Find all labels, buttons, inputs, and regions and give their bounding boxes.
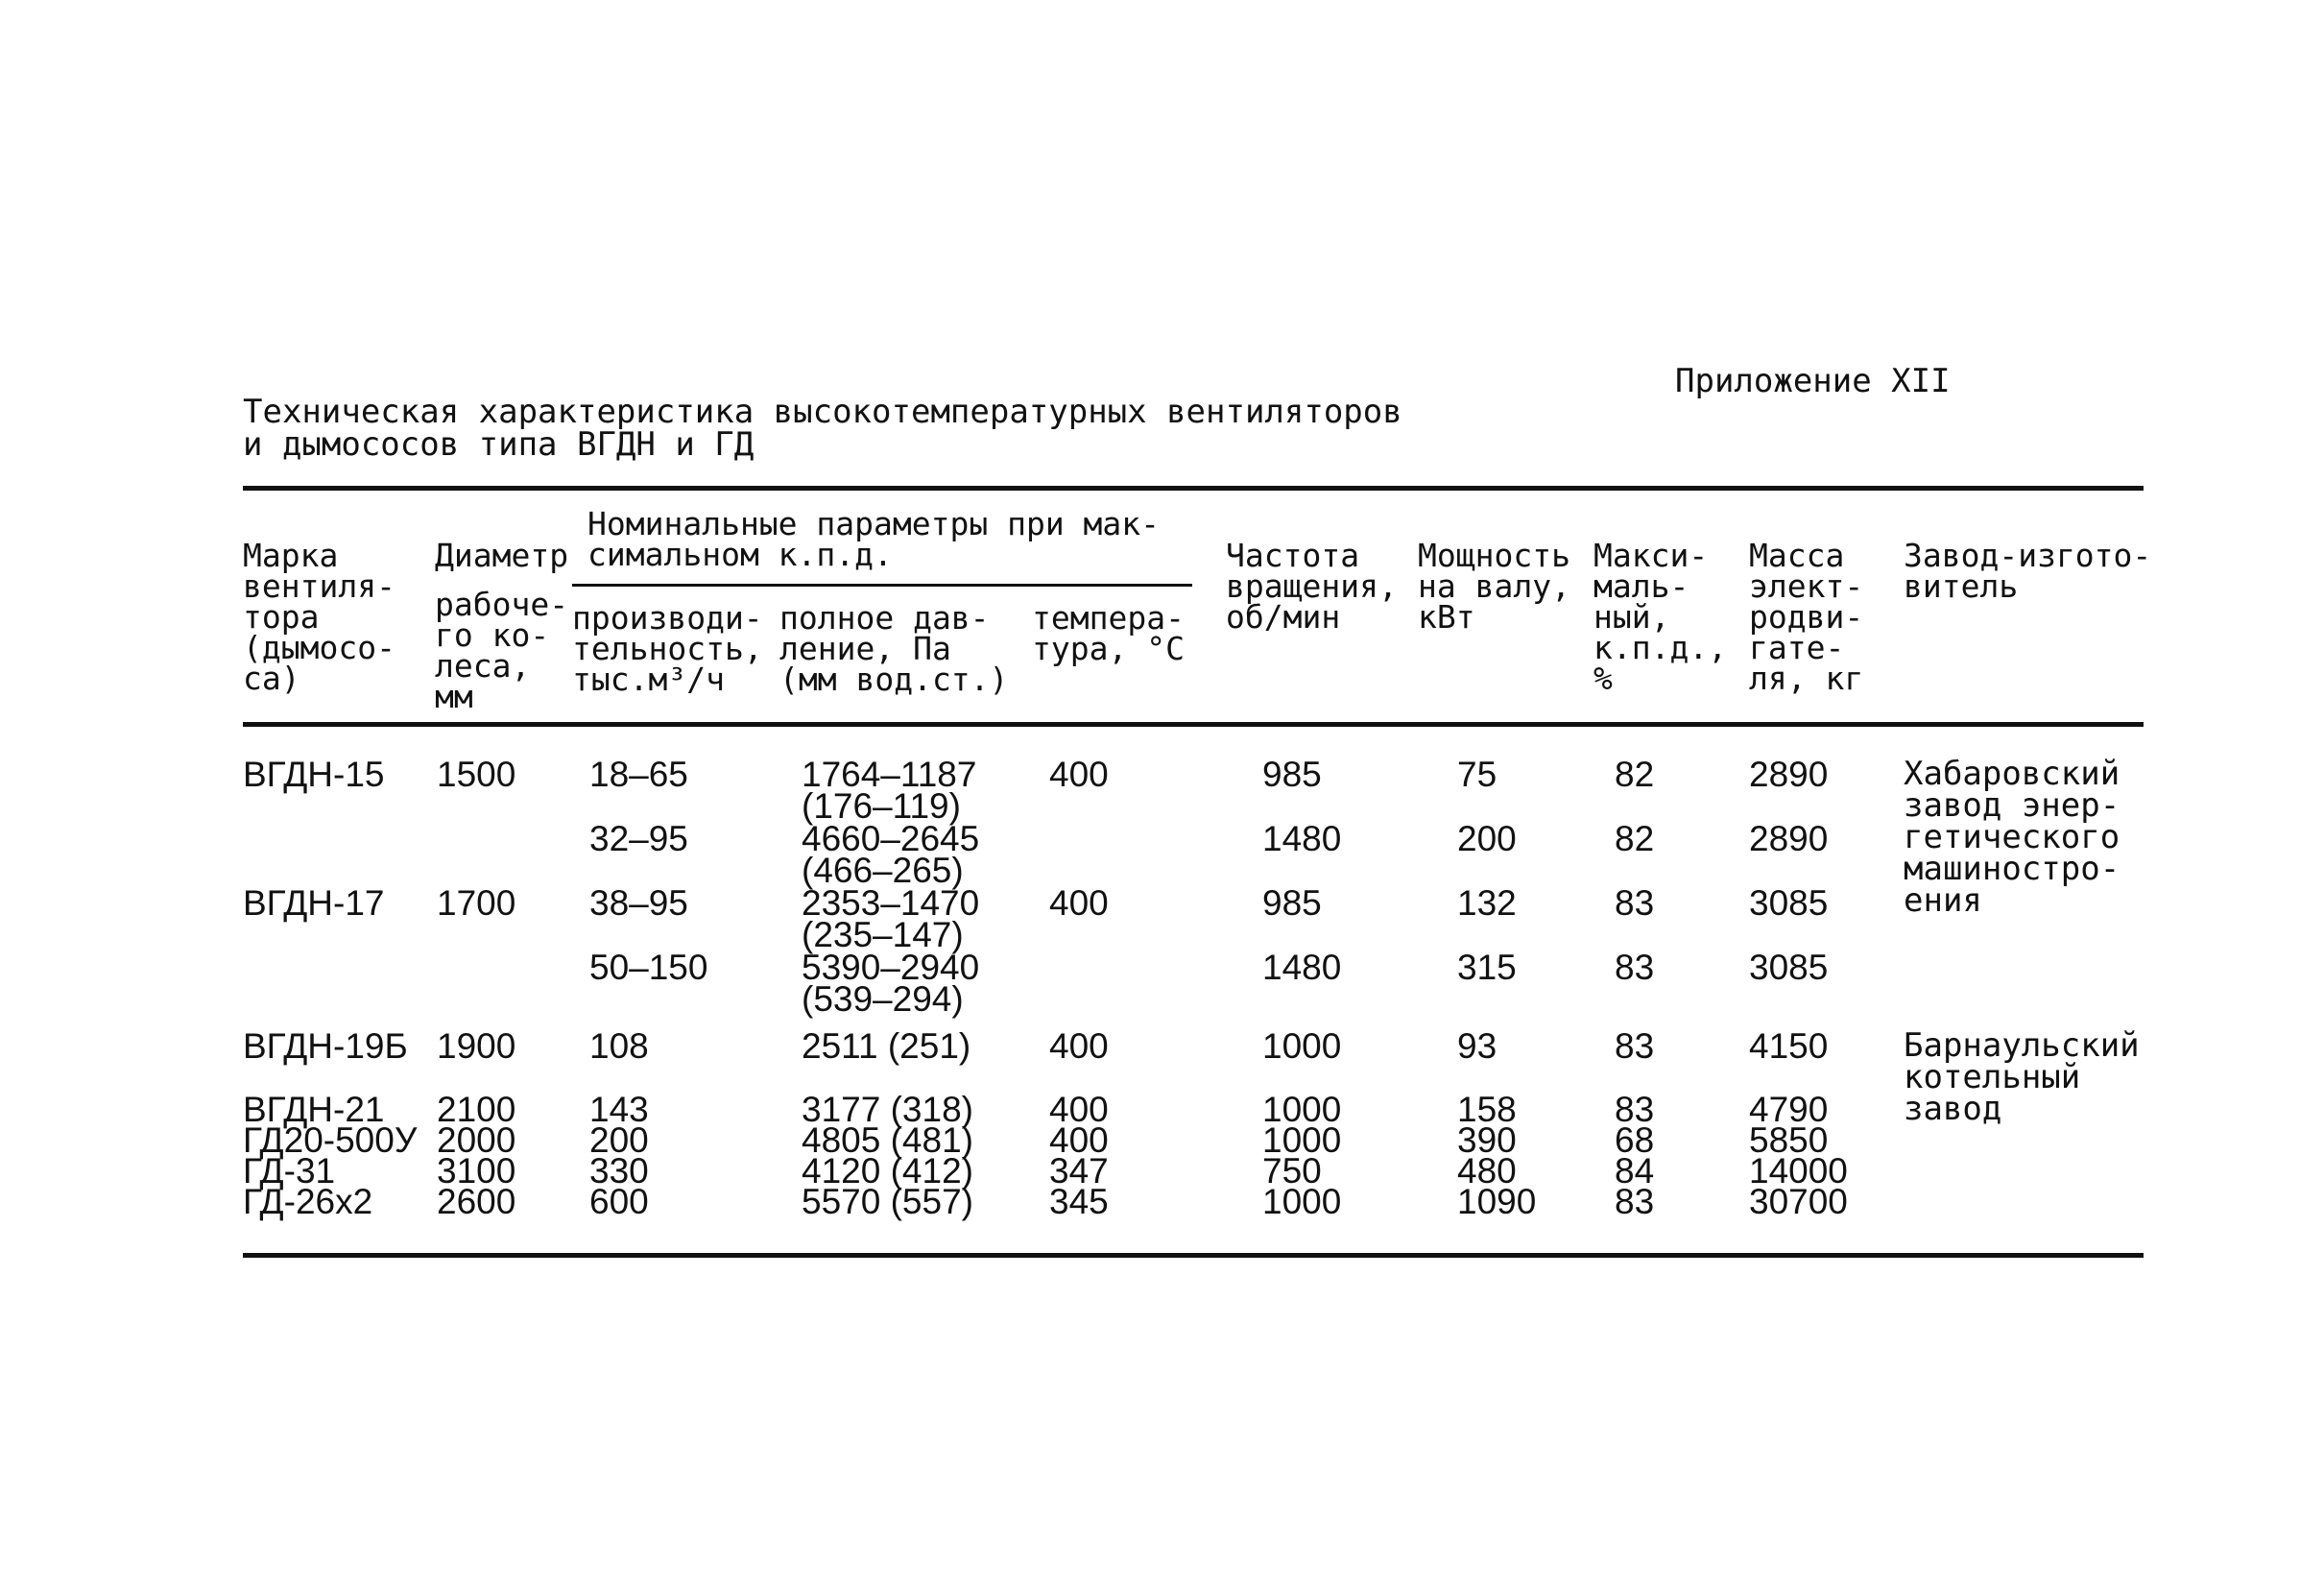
cell-capacity: 108	[589, 1026, 649, 1066]
cell-brand: ВГДН-19Б	[243, 1026, 408, 1066]
cell-efficiency: 83	[1615, 1026, 1655, 1066]
cell-pressure: 2353–1470 (235–147)	[802, 883, 980, 954]
header-power: Мощность на валу, кВт	[1418, 537, 1570, 636]
header-temperature: темпера- тура, °С	[1032, 599, 1185, 667]
header-diameter-detail: рабоче- го ко- леса, мм	[435, 586, 569, 715]
nominal-group-rule	[572, 584, 1192, 587]
cell-rotation: 1480	[1262, 948, 1342, 987]
manufacturer-barnaul: Барнаульский котельный завод	[1904, 1026, 2140, 1128]
cell-power: 158 390 480 1090	[1457, 1090, 1537, 1221]
cell-power: 75	[1457, 755, 1497, 794]
cell-capacity: 143 200 330 600	[589, 1090, 649, 1221]
cell-power: 132	[1457, 883, 1517, 923]
cell-capacity: 50–150	[589, 948, 708, 987]
cell-brand: ВГДН-15	[243, 755, 385, 794]
manufacturer-khabarovsk: Хабаровский завод энер- гетического машиностро- ения	[1904, 755, 2120, 920]
cell-pressure: 5390–2940 (539–294)	[802, 948, 980, 1019]
cell-power: 315	[1457, 948, 1517, 987]
cell-efficiency: 83 68 84 83	[1615, 1090, 1655, 1221]
table-title-line-1: Техническая характеристика высокотемпературных вентиляторов	[243, 393, 1402, 431]
cell-capacity: 18–65	[589, 755, 688, 794]
cell-motor-mass: 2890	[1749, 819, 1829, 858]
cell-efficiency: 83	[1615, 948, 1655, 987]
cell-diameter: 2100 2000 3100 2600	[437, 1090, 516, 1221]
cell-rotation: 1000	[1262, 1026, 1342, 1066]
header-rotation: Частота вращения, об/мин	[1226, 537, 1398, 636]
cell-motor-mass: 3085	[1749, 883, 1829, 923]
bottom-rule	[243, 1253, 2144, 1258]
cell-power: 200	[1457, 819, 1517, 858]
cell-rotation: 985	[1262, 755, 1322, 794]
header-manufacturer: Завод-изгото- витель	[1904, 537, 2152, 605]
cell-temperature: 400	[1049, 883, 1109, 923]
table-title-line-2: и дымососов типа ВГДН и ГД	[243, 425, 755, 464]
appendix-label: Приложение XII	[1675, 362, 1951, 400]
cell-rotation: 1480	[1262, 819, 1342, 858]
cell-rotation: 985	[1262, 883, 1322, 923]
cell-capacity: 32–95	[589, 819, 688, 858]
cell-efficiency: 82	[1615, 819, 1655, 858]
header-efficiency: Макси- маль- ный, к.п.д., %	[1593, 537, 1728, 697]
cell-pressure: 1764–1187 (176–119)	[802, 755, 977, 826]
header-diameter: Диаметр	[435, 537, 569, 574]
cell-rotation: 1000 1000 750 1000	[1262, 1090, 1342, 1221]
cell-motor-mass: 4790 5850 14000 30700	[1749, 1090, 1848, 1221]
header-pressure: полное дав- ление, Па (мм вод.ст.)	[779, 599, 1009, 698]
cell-motor-mass: 4150	[1749, 1026, 1829, 1066]
cell-pressure: 4660–2645 (466–265)	[802, 819, 980, 890]
header-motor-mass: Масса элект- родви- гате- ля, кг	[1749, 537, 1864, 697]
cell-diameter: 1900	[437, 1026, 516, 1066]
cell-motor-mass: 2890	[1749, 755, 1829, 794]
cell-diameter: 1500	[437, 755, 516, 794]
header-capacity: производи- тельность, тыс.м³/ч	[572, 599, 763, 698]
cell-diameter: 1700	[437, 883, 516, 923]
cell-capacity: 38–95	[589, 883, 688, 923]
header-bottom-rule	[243, 722, 2144, 727]
cell-pressure: 3177 (318) 4805 (481) 4120 (412) 5570 (557)	[802, 1090, 973, 1221]
cell-temperature: 400	[1049, 755, 1109, 794]
cell-efficiency: 83	[1615, 883, 1655, 923]
header-nominal-group: Номинальные параметры при мак- симальном к.п.д.	[587, 505, 1161, 573]
cell-temperature: 400 400 347 345	[1049, 1090, 1109, 1221]
cell-pressure: 2511 (251)	[802, 1026, 971, 1066]
cell-motor-mass: 3085	[1749, 948, 1829, 987]
cell-temperature: 400	[1049, 1026, 1109, 1066]
cell-brand: ВГДН-21 ГД20-500У ГД-31 ГД-26х2	[243, 1090, 418, 1221]
cell-efficiency: 82	[1615, 755, 1655, 794]
header-brand: Марка вентиля- тора (дымосо- са)	[243, 537, 395, 697]
cell-power: 93	[1457, 1026, 1497, 1066]
cell-brand: ВГДН-17	[243, 883, 385, 923]
top-rule	[243, 486, 2144, 491]
